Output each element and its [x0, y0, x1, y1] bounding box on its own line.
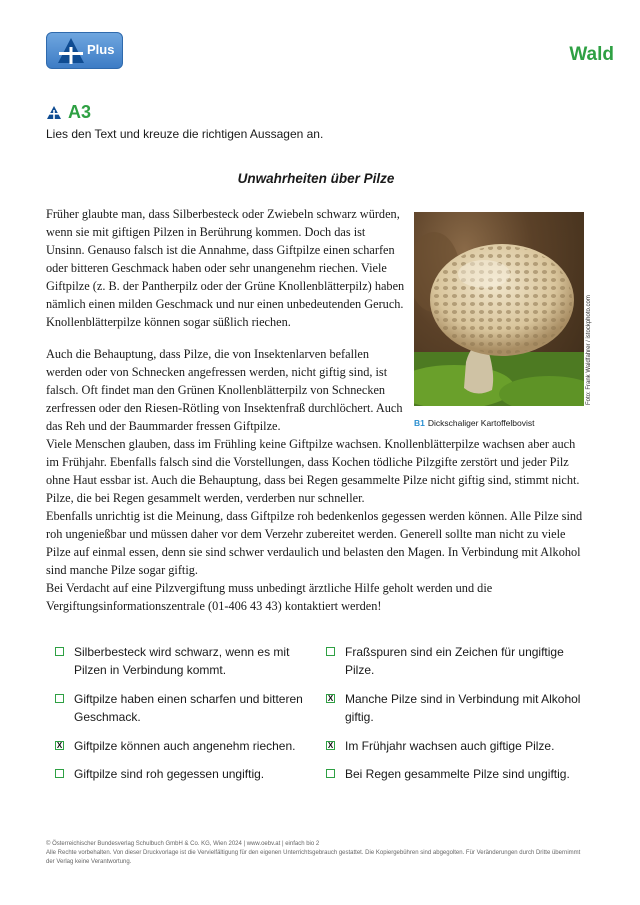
article-paragraph: Auch die Behauptung, dass Pilze, die von Insektenlarven befallen werden oder von Schnecken angefressen werden, nicht giftig sind, ist falsch. Oft findet man den Grünen Knollenblätterpilz von Schnecken zerfressen oder den Riesen-Rötling von Insektenfraß durchlöchert. Auch das Reh und der Baummarder fressen Giftpilze. — [46, 347, 403, 433]
mushroom-photo — [414, 212, 584, 406]
statement-checkbox[interactable] — [55, 694, 64, 703]
statement-item[interactable] — [326, 765, 586, 783]
statement-checkbox[interactable] — [326, 647, 335, 656]
task-header — [47, 102, 91, 123]
footer-copyright: © Österreichischer Bundesverlag Schulbuch GmbH & Co. KG, Wien 2024 | www.oebv.at | einfach bio 2 — [46, 841, 320, 847]
task-id: A3 — [68, 102, 92, 122]
footer-rights: Alle Rechte vorbehalten. Von dieser Druckvorlage ist die Vervielfältigung für den eigenen Unterrichtsgebrauch gestattet. Die Kopiergebühren sind abgegolten. Für Veränderungen durch Dritte übernimmt der Verlag keine Verantwortung. — [46, 850, 581, 865]
statement-text: Giftpilze können auch angenehm riechen. — [74, 739, 296, 753]
statement-checkbox[interactable]: X — [327, 694, 334, 703]
statement-item[interactable] — [326, 643, 586, 679]
statement-checkbox[interactable]: X — [56, 741, 63, 750]
statement-text: Silberbesteck wird schwarz, wenn es mit Pilzen in Verbindung kommt. — [74, 645, 290, 677]
statement-item[interactable] — [55, 643, 305, 679]
statement-item[interactable] — [55, 690, 305, 726]
statement-text: Giftpilze sind roh gegessen ungiftig. — [74, 767, 265, 781]
article-paragraph: Früher glaubte man, dass Silberbesteck oder Zwiebeln schwarz würden, wenn sie mit giftigen Pilzen in Berührung kommen. Doch das ist Unsinn. Genauso falsch ist die Annahme, dass Giftpilze einen scharfen oder bitteren Geschmack haben oder sehr unangenehm riechen. Viele Giftpilze (z. B. der Pantherpilz oder der Grüne Knollenblätterpilz) haben nämlich einen milden Geschmack und nur einen unbedeutenden Geruch. Knollenblätterpilze können sogar süßlich riechen. — [46, 207, 405, 329]
statement-checkbox[interactable] — [326, 769, 335, 778]
statement-checkbox[interactable]: X — [327, 741, 334, 750]
triangle-logo-icon — [57, 37, 85, 65]
statement-item[interactable] — [326, 737, 586, 755]
statement-checkbox[interactable] — [55, 647, 64, 656]
task-instruction: Lies den Text und kreuze die richtigen Aussagen an. — [46, 127, 324, 141]
statement-text: Im Frühjahr wachsen auch giftige Pilze. — [345, 739, 555, 753]
statement-item[interactable] — [55, 737, 305, 755]
article-paragraph: Bei Verdacht auf eine Pilzvergiftung muss unbedingt ärztliche Hilfe geholt werden und die Vergiftungsinformationszentrale (01-406 43 43) kontaktiert werden! — [46, 581, 493, 613]
article-title: Unwahrheiten über Pilze — [237, 171, 395, 186]
photo-credit: Foto: Frank Waldfahrer / istockphoto.com — [586, 295, 592, 405]
figure-label: B1 — [414, 418, 425, 428]
logo-label: Plus — [87, 42, 115, 57]
statement-text: Giftpilze haben einen scharfen und bitteren Geschmack. — [74, 692, 303, 724]
statement-text: Bei Regen gesammelte Pilze sind ungiftig. — [345, 767, 570, 781]
article-paragraph: Viele Menschen glauben, dass im Frühling keine Giftpilze wachsen. Knollenblätterpilze wachsen aber auch im Frühjahr. Ebenfalls falsch sind die Vorstellungen, dass Kochen tödliche Pilzgifte zerstört und jeder Pilz ohne Haut essbar ist. Auch die Behauptung, dass bei Regen gesammelte Pilze nicht giftig sind, stimmt nicht. Pilze, die bei Regen gesammelt werden, verderben nur schneller. — [46, 437, 580, 505]
footer — [46, 840, 586, 867]
topic-title: Wald — [569, 44, 614, 65]
plus-logo — [46, 32, 123, 69]
statement-text: Fraßspuren sind ein Zeichen für ungiftige Pilze. — [345, 645, 564, 677]
statement-item[interactable] — [326, 690, 586, 726]
statement-item[interactable] — [55, 765, 305, 783]
article-paragraph: Ebenfalls unrichtig ist die Meinung, dass Giftpilze roh bedenkenlos gegessen werden können. Alle Pilze sind roh ungenießbar und müssen daher vor dem Verzehr zubereitet werden. Generell sollte man nicht zu viele Pilze auf einmal essen, denn sie sind schwer verdaulich und belasten den Magen. In Verbindung mit Alkohol sind manche Pilze sogar giftig. — [46, 509, 583, 577]
figure-caption-text: Dickschaliger Kartoffelbovist — [427, 418, 535, 428]
statement-text: Manche Pilze sind in Verbindung mit Alkohol giftig. — [345, 692, 581, 724]
statement-checkbox[interactable] — [55, 769, 64, 778]
level-triangle-icon — [47, 106, 61, 119]
figure-caption — [414, 418, 535, 428]
